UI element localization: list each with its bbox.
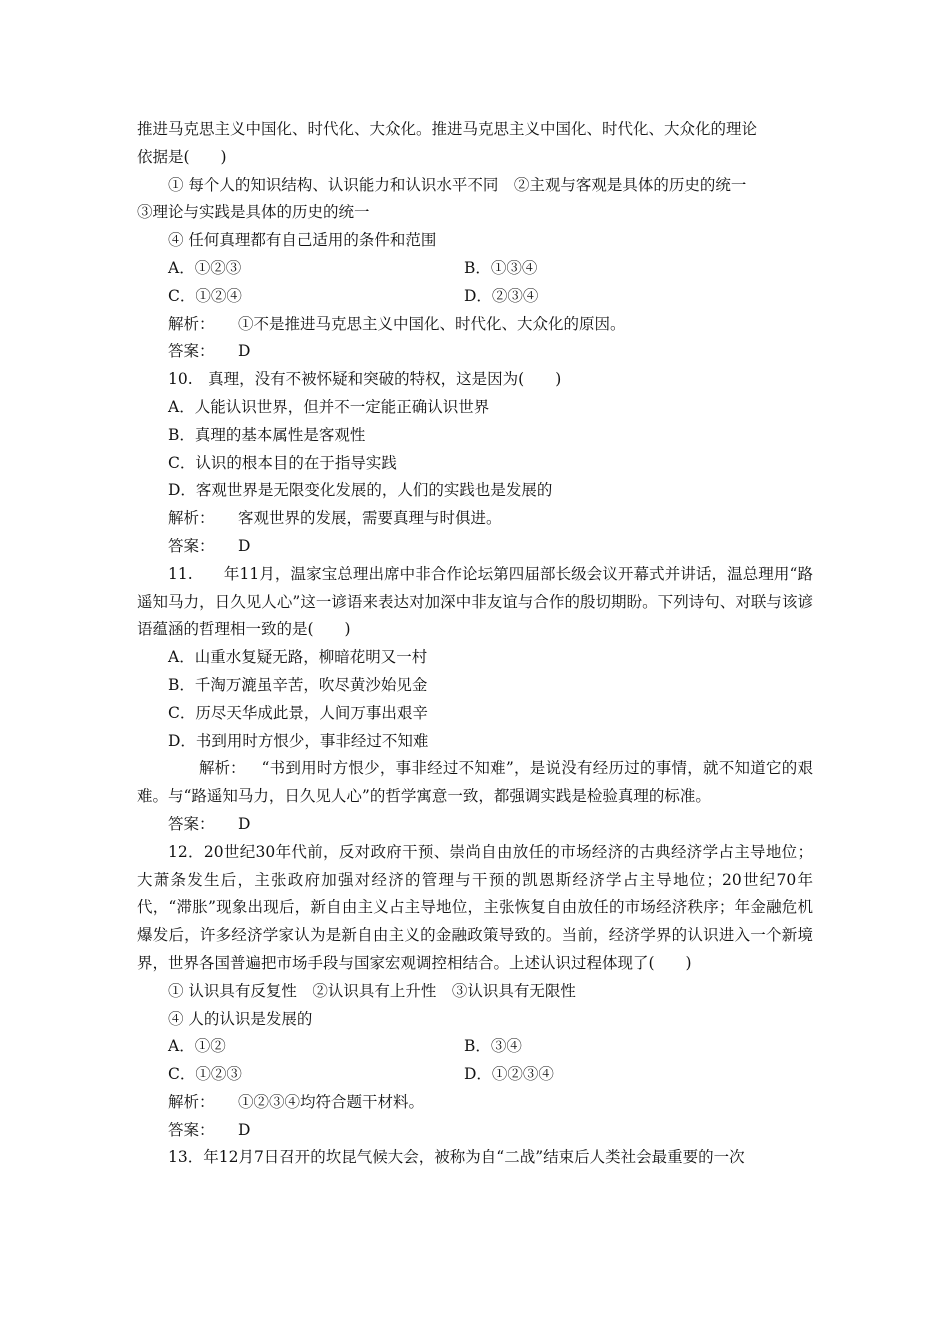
option-a: A．①② bbox=[168, 1037, 226, 1056]
analysis-text: ①②③④均符合题干材料。 bbox=[238, 1092, 425, 1111]
option-b: B．千淘万漉虽辛苦，吹尽黄沙始见金 bbox=[168, 675, 428, 694]
analysis-label: 解析： bbox=[168, 314, 215, 333]
answer-value: D bbox=[238, 342, 251, 361]
option-row bbox=[137, 1061, 813, 1089]
option-d: D．书到用时方恨少，事非经过不知难 bbox=[168, 731, 429, 750]
question-stem: 11. 年11月，温家宝总理出席中非合作论坛第四届部长级会议开幕式并讲话，温总理用“路遥知马力，日久见人心”这一谚语来表达对加深中非友谊与合作的殷切期盼。下列诗句、对联与该谚语蕴涵的哲理相一致的是( ) bbox=[137, 564, 813, 639]
option-row bbox=[137, 255, 813, 283]
option-c: C．①②③ bbox=[168, 1065, 242, 1084]
statement-item: ④ 人的认识是发展的 bbox=[168, 1009, 313, 1028]
option-c: C．①②④ bbox=[168, 286, 242, 305]
answer-label: 答案： bbox=[168, 814, 215, 833]
analysis-text: 客观世界的发展，需要真理与时俱进。 bbox=[238, 509, 502, 528]
question-12 bbox=[137, 839, 813, 1145]
analysis-label: 解析： bbox=[199, 759, 246, 778]
question-stem: 13．年12月7日召开的坎昆气候大会，被称为自“二战”结束后人类社会最重要的一次 bbox=[168, 1148, 745, 1167]
answer bbox=[137, 811, 813, 839]
answer-value: D bbox=[238, 1120, 251, 1139]
option-c: C．认识的根本目的在于指导实践 bbox=[168, 453, 397, 472]
answer-label: 答案： bbox=[168, 1120, 215, 1139]
option-d: D．客观世界是无限变化发展的，人们的实践也是发展的 bbox=[168, 481, 553, 500]
answer-label: 答案： bbox=[168, 342, 215, 361]
analysis bbox=[137, 311, 813, 339]
answer bbox=[137, 338, 813, 366]
statement-item: ① 每个人的知识结构、认识能力和认识水平不同 ②主观与客观是具体的历史的统一 bbox=[168, 175, 747, 194]
option-a: A．人能认识世界，但并不一定能正确认识世界 bbox=[168, 397, 490, 416]
answer-value: D bbox=[238, 536, 251, 555]
question-11 bbox=[137, 561, 813, 839]
option-a: A．山重水复疑无路，柳暗花明又一村 bbox=[168, 648, 428, 667]
statement-item: ① 认识具有反复性 ②认识具有上升性 ③认识具有无限性 bbox=[168, 981, 576, 1000]
analysis-text: ①不是推进马克思主义中国化、时代化、大众化的原因。 bbox=[238, 314, 626, 333]
analysis-label: 解析： bbox=[168, 1092, 215, 1111]
question-stem: 依据是( ) bbox=[137, 147, 227, 166]
option-row bbox=[137, 283, 813, 311]
option-b: B．真理的基本属性是客观性 bbox=[168, 425, 366, 444]
answer-label: 答案： bbox=[168, 536, 215, 555]
answer bbox=[137, 1117, 813, 1145]
question-stem: 10. 真理，没有不被怀疑和突破的特权，这是因为( ) bbox=[168, 370, 562, 389]
analysis-label: 解析： bbox=[168, 509, 215, 528]
option-d: D．①②③④ bbox=[464, 1065, 554, 1084]
analysis-text: “书到用时方恨少，事非经过不知难”，是说没有经历过的事情，就不知道它的艰难。与“路遥知马力，日久见人心”的哲学寓意一致，都强调实践是检验真理的标准。 bbox=[137, 759, 813, 806]
statement-item: ④ 任何真理都有自己适用的条件和范围 bbox=[168, 231, 437, 250]
answer-value: D bbox=[238, 814, 251, 833]
question-stem: 推进马克思主义中国化、时代化、大众化。推进马克思主义中国化、时代化、大众化的理论 bbox=[137, 120, 758, 138]
analysis bbox=[137, 755, 813, 811]
option-d: D．②③④ bbox=[464, 286, 539, 305]
option-a: A．①②③ bbox=[168, 258, 242, 277]
document-body bbox=[137, 116, 813, 1172]
analysis bbox=[137, 1089, 813, 1117]
option-b: B．①③④ bbox=[464, 258, 538, 277]
question-13 bbox=[137, 1144, 813, 1172]
question-9 bbox=[137, 116, 813, 366]
analysis bbox=[137, 505, 813, 533]
option-b: B．③④ bbox=[464, 1037, 522, 1056]
question-10 bbox=[137, 366, 813, 561]
statement-item: ③理论与实践是具体的历史的统一 bbox=[137, 203, 370, 222]
option-c: C．历尽天华成此景，人间万事出艰辛 bbox=[168, 703, 428, 722]
question-stem: 12．20世纪30年代前，反对政府干预、崇尚自由放任的市场经济的古典经济学占主导地位；大萧条发生后，主张政府加强对经济的管理与干预的凯恩斯经济学占主导地位；20世纪70年代，“滞胀”现象出现后，新自由主义占主导地位，主张恢复自由放任的市场经济秩序；年金融危机爆发后，许多经济学家认为是新自由主义的金融政策导致的。当前，经济学界的认识进入一个新境界，世界各国普遍把市场手段与国家宏观调控相结合。上述认识过程体现了( ) bbox=[137, 842, 813, 972]
answer bbox=[137, 533, 813, 561]
option-row bbox=[137, 1033, 813, 1061]
